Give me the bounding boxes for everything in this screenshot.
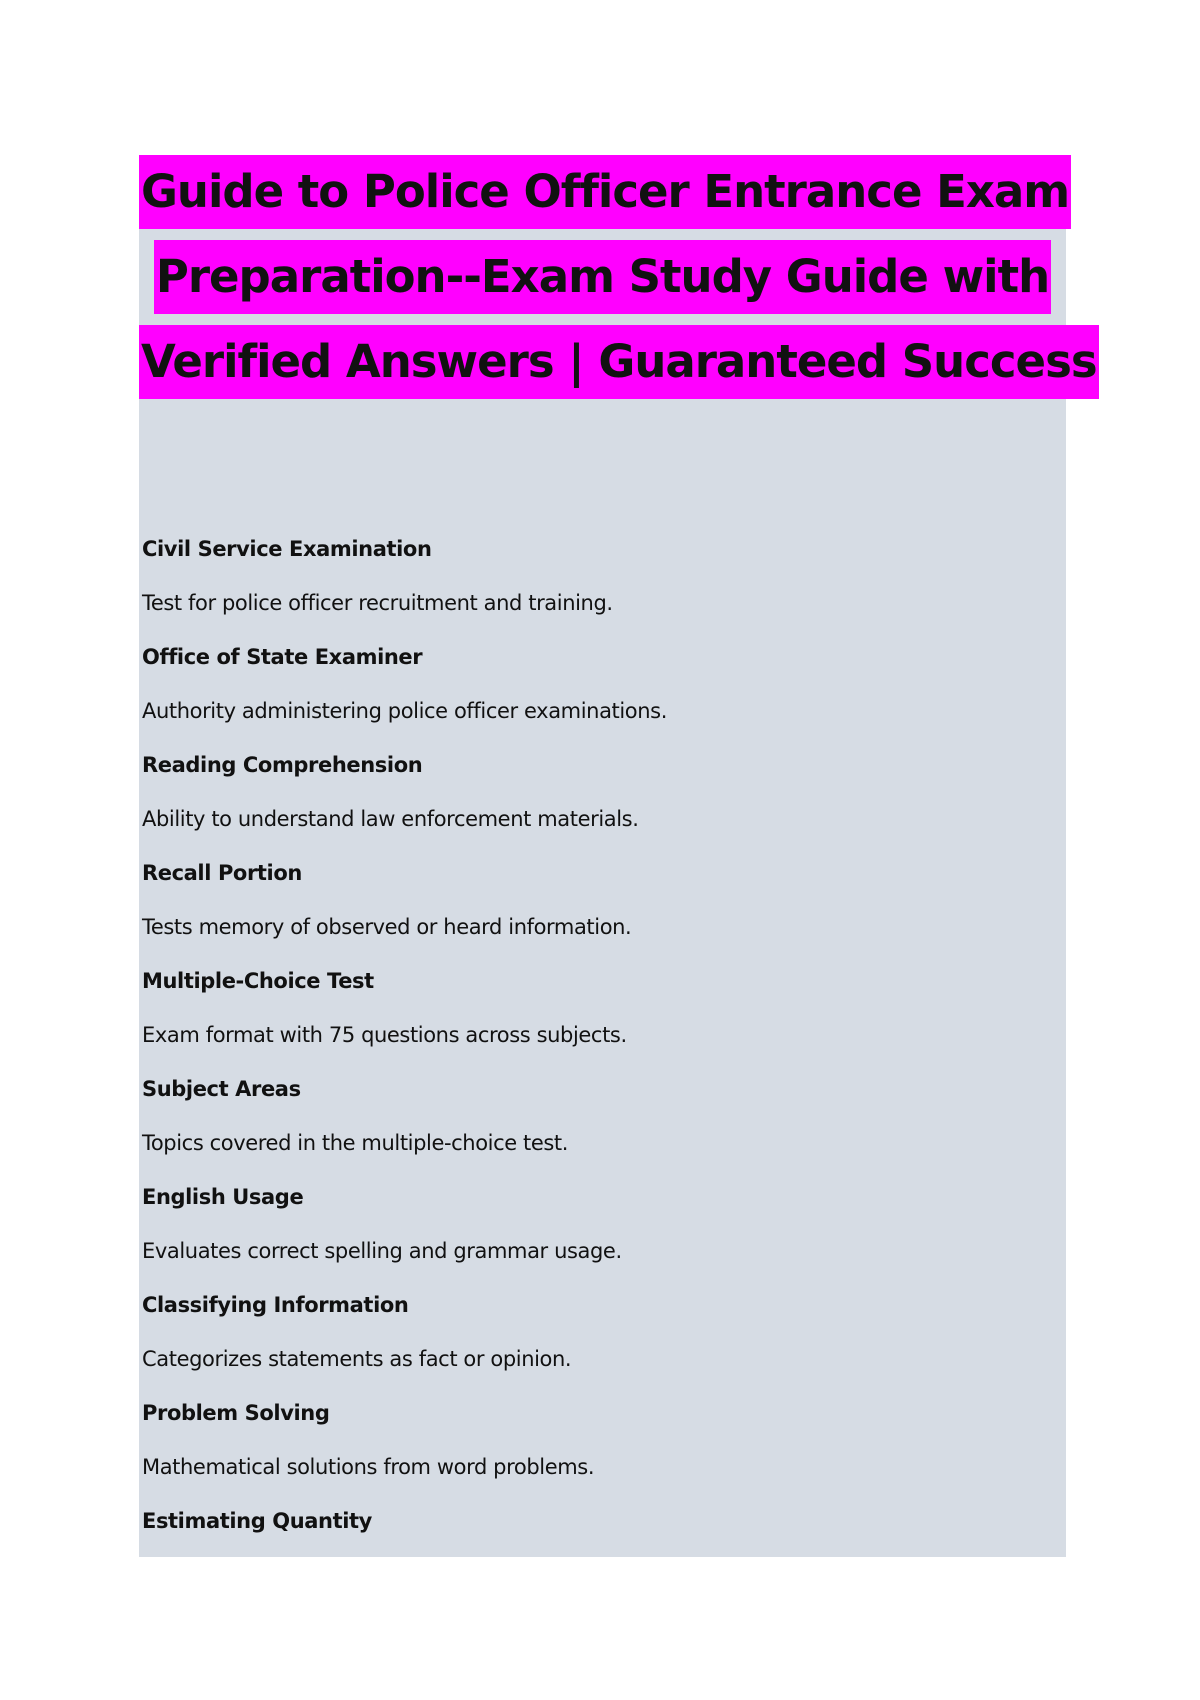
entry-term: Recall Portion <box>142 861 302 885</box>
entry-definition: Tests memory of observed or heard information. <box>142 915 632 939</box>
title-line-2 <box>139 240 1066 314</box>
entry-term: English Usage <box>142 1185 304 1209</box>
entry-definition: Ability to understand law enforcement materials. <box>142 807 639 831</box>
glossary-entry <box>142 522 1042 630</box>
document-page <box>139 155 1097 1557</box>
entry-definition: Categorizes statements as fact or opinion. <box>142 1347 572 1371</box>
entry-term: Estimating Quantity <box>142 1509 372 1533</box>
glossary-entry <box>142 630 1042 738</box>
entry-term: Problem Solving <box>142 1401 330 1425</box>
glossary-entry <box>142 1062 1042 1170</box>
entry-term: Subject Areas <box>142 1077 301 1101</box>
entry-definition: Exam format with 75 questions across subjects. <box>142 1023 627 1047</box>
glossary-entry <box>142 1386 1042 1494</box>
entry-term: Reading Comprehension <box>142 753 423 777</box>
title-line-3 <box>139 325 1097 399</box>
title-line-3-text: Verified Answers | Guaranteed Success <box>139 325 1099 399</box>
glossary-entry <box>142 954 1042 1062</box>
entry-definition: Evaluates correct spelling and grammar usage. <box>142 1239 622 1263</box>
glossary-entry <box>142 846 1042 954</box>
entry-term: Multiple-Choice Test <box>142 969 374 993</box>
glossary-entry <box>142 1278 1042 1386</box>
entry-definition: Mathematical solutions from word problems. <box>142 1455 595 1479</box>
glossary-entry <box>142 738 1042 846</box>
entry-definition: Test for police officer recruitment and training. <box>142 591 613 615</box>
glossary-entry <box>142 1494 1042 1548</box>
entry-definition: Authority administering police officer examinations. <box>142 699 667 723</box>
title-line-2-text: Preparation--Exam Study Guide with <box>154 240 1051 314</box>
entry-term: Civil Service Examination <box>142 537 432 561</box>
title-line-1 <box>139 155 1070 229</box>
title-line-1-text: Guide to Police Officer Entrance Exam <box>139 155 1071 229</box>
entry-term: Office of State Examiner <box>142 645 423 669</box>
entry-term: Classifying Information <box>142 1293 409 1317</box>
glossary-entry <box>142 1170 1042 1278</box>
entry-definition: Topics covered in the multiple-choice test. <box>142 1131 569 1155</box>
glossary-list <box>142 522 1042 1548</box>
